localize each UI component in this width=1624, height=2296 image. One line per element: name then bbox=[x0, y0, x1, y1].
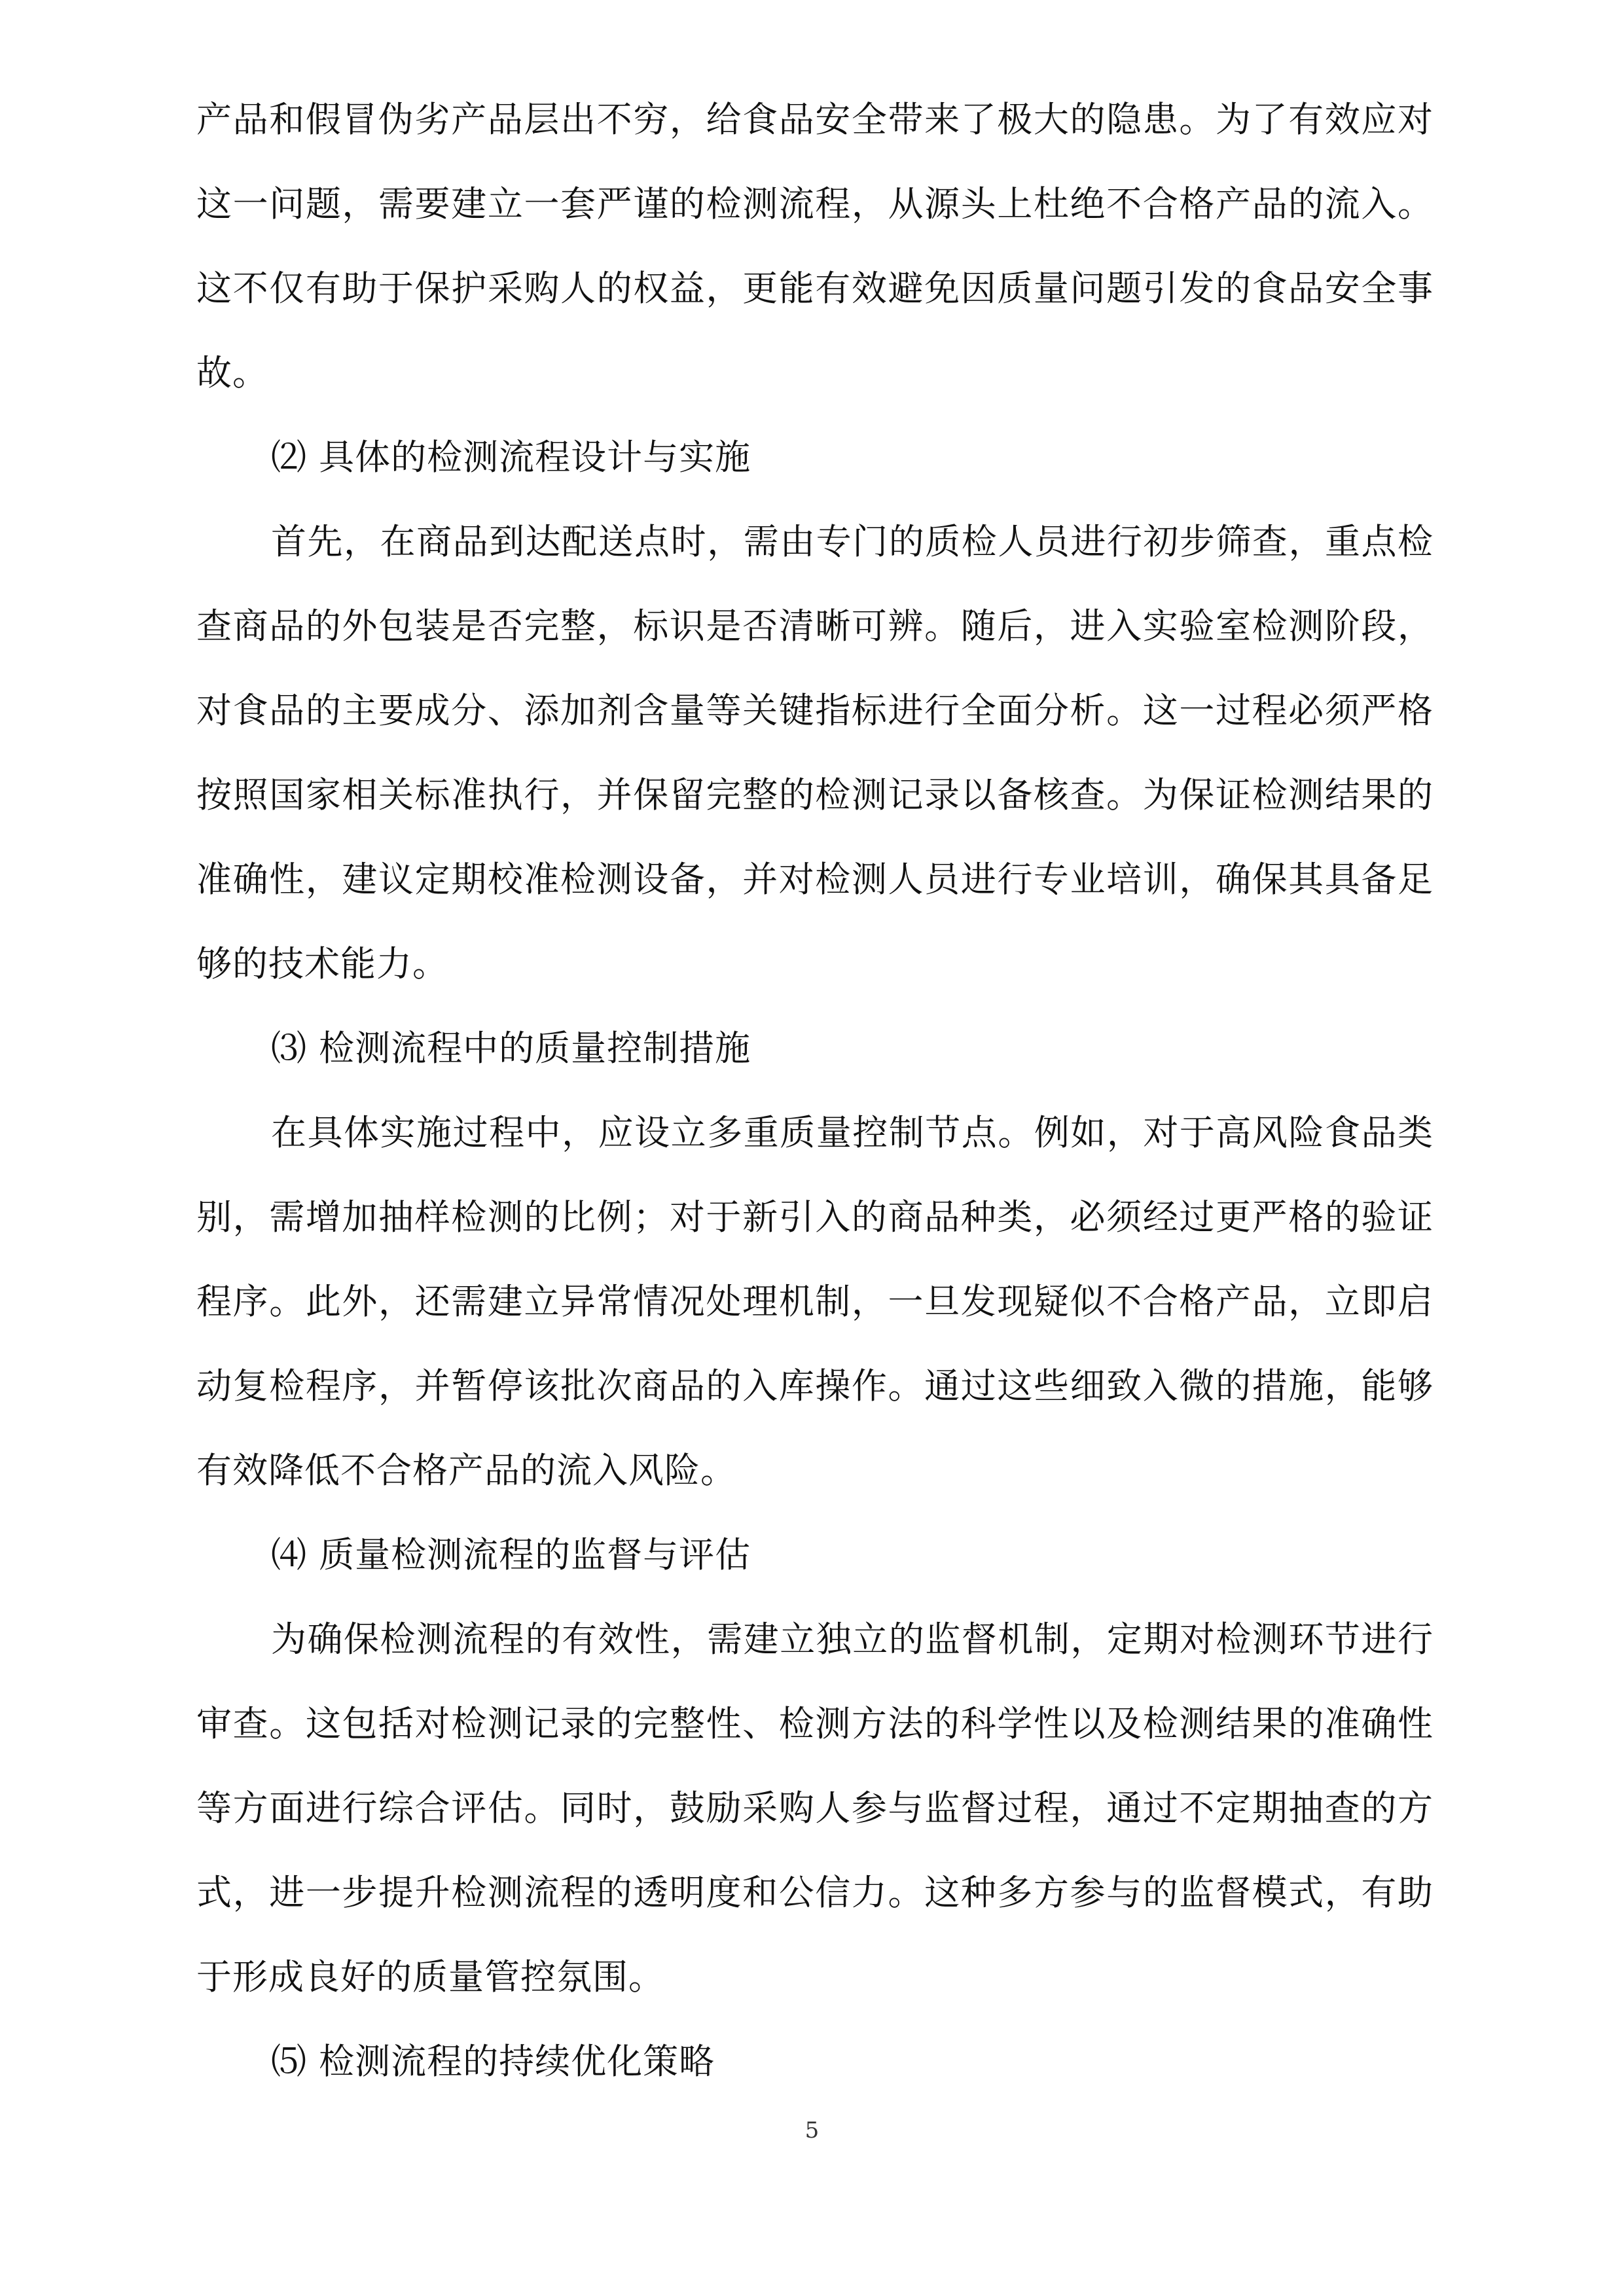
section-heading-3: ⑶ 检测流程中的质量控制措施 bbox=[271, 1028, 751, 1069]
section-heading-2: ⑵ 具体的检测流程设计与实施 bbox=[271, 437, 751, 478]
paragraph-process-design: 首先，在商品到达配送点时，需由专门的质检人员进行初步筛查，重点检查商品的外包装是否完整，标识是否清晰可辨。随后，进入实验室检测阶段，对食品的主要成分、添加剂含量等关键指标进行全面分析。这一过程必须严格按照国家相关标准执行，并保留完整的检测记录以备核查。为保证检测结果的准确性，建议定期校准检测设备，并对检测人员进行专业培训，确保其具备足够的技术能力。 bbox=[196, 521, 1434, 984]
paragraph-supervision: 为确保检测流程的有效性，需建立独立的监督机制，定期对检测环节进行审查。这包括对检测记录的完整性、检测方法的科学性以及检测结果的准确性等方面进行综合评估。同时，鼓励采购人参与监督过程，通过不定期抽查的方式，进一步提升检测流程的透明度和公信力。这种多方参与的监督模式，有助于形成良好的质量管控氛围。 bbox=[196, 1619, 1434, 1998]
page-number: 5 bbox=[804, 2117, 820, 2144]
page-body bbox=[196, 77, 1434, 2104]
paragraph-intro-continuation: 产品和假冒伪劣产品层出不穷，给食品安全带来了极大的隐患。为了有效应对这一问题，需要建立一套严谨的检测流程，从源头上杜绝不合格产品的流入。这不仅有助于保护采购人的权益，更能有效避免因质量问题引发的食品安全事故。 bbox=[196, 99, 1434, 393]
section-heading-4: ⑷ 质量检测流程的监督与评估 bbox=[271, 1534, 751, 1575]
section-heading-5: ⑸ 检测流程的持续优化策略 bbox=[271, 2041, 715, 2082]
paragraph-quality-control: 在具体实施过程中，应设立多重质量控制节点。例如，对于高风险食品类别，需增加抽样检测的比例；对于新引入的商品种类，必须经过更严格的验证程序。此外，还需建立异常情况处理机制，一旦发现疑似不合格产品，立即启动复检程序，并暂停该批次商品的入库操作。通过这些细致入微的措施，能够有效降低不合格产品的流入风险。 bbox=[196, 1112, 1434, 1491]
